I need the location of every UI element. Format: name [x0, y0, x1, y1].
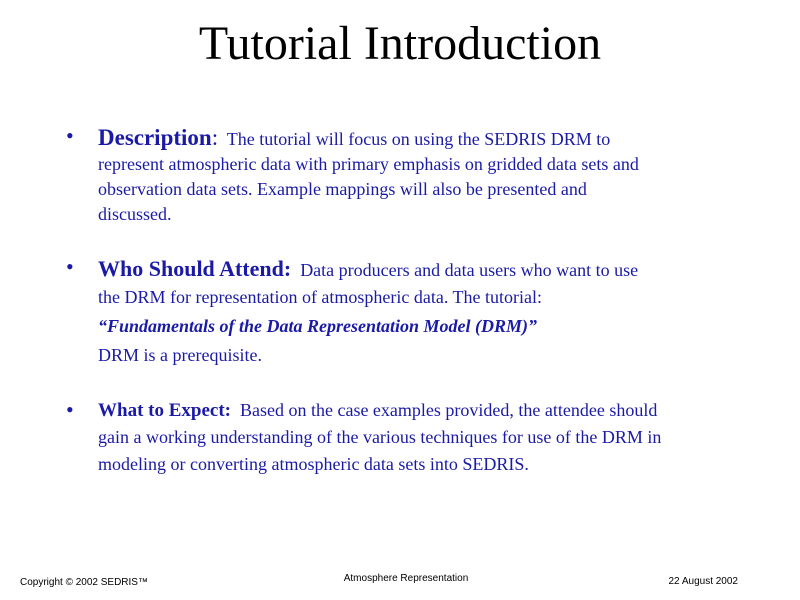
bullet-text: modeling or converting atmospheric data sets into SEDRIS. [98, 454, 529, 474]
footer-presentation-title: Atmosphere Representation [343, 573, 469, 584]
bullet-dot-icon: • [66, 123, 74, 148]
bullet-first-line [98, 254, 738, 283]
bullet-dot-icon: • [66, 397, 74, 422]
bullet-heading-colon: : [211, 125, 219, 150]
bullet-text: Based on the case examples provided, the attendee should [239, 400, 658, 420]
bullet-description [66, 123, 738, 227]
prerequisite-course-title: “Fundamentals of the Data Representation Model (DRM)” [98, 316, 538, 336]
bullet-text: gain a working understanding of the various techniques for use of the DRM in [98, 427, 662, 447]
bullet-text: represent atmospheric data with primary emphasis on gridded data sets and [98, 154, 639, 174]
bullet-dot-icon: • [66, 254, 74, 279]
bullet-text: Data producers and data users who want to use [300, 260, 639, 280]
bullet-first-line [98, 123, 738, 152]
bullet-text: DRM is a prerequisite. [98, 345, 262, 365]
bullet-first-line [98, 397, 738, 424]
bullet-text: discussed. [98, 204, 172, 224]
bullet-who-should-attend [66, 254, 738, 370]
bullet-text: observation data sets. Example mappings will also be presented and [98, 179, 587, 199]
bullet-heading: Description [98, 125, 212, 150]
bullet-what-to-expect [66, 397, 738, 478]
bullet-text: The tutorial will focus on using the SEDRIS DRM to [226, 129, 611, 149]
bullet-text: the DRM for representation of atmospheric data. The tutorial: [98, 287, 543, 307]
slide-title: Tutorial Introduction [198, 17, 602, 70]
footer-copyright: Copyright © 2002 SEDRIS™ [20, 577, 148, 588]
footer-date: 22 August 2002 [668, 576, 738, 587]
bullet-heading: Who Should Attend: [98, 256, 292, 281]
bullet-heading: What to Expect: [98, 400, 231, 421]
